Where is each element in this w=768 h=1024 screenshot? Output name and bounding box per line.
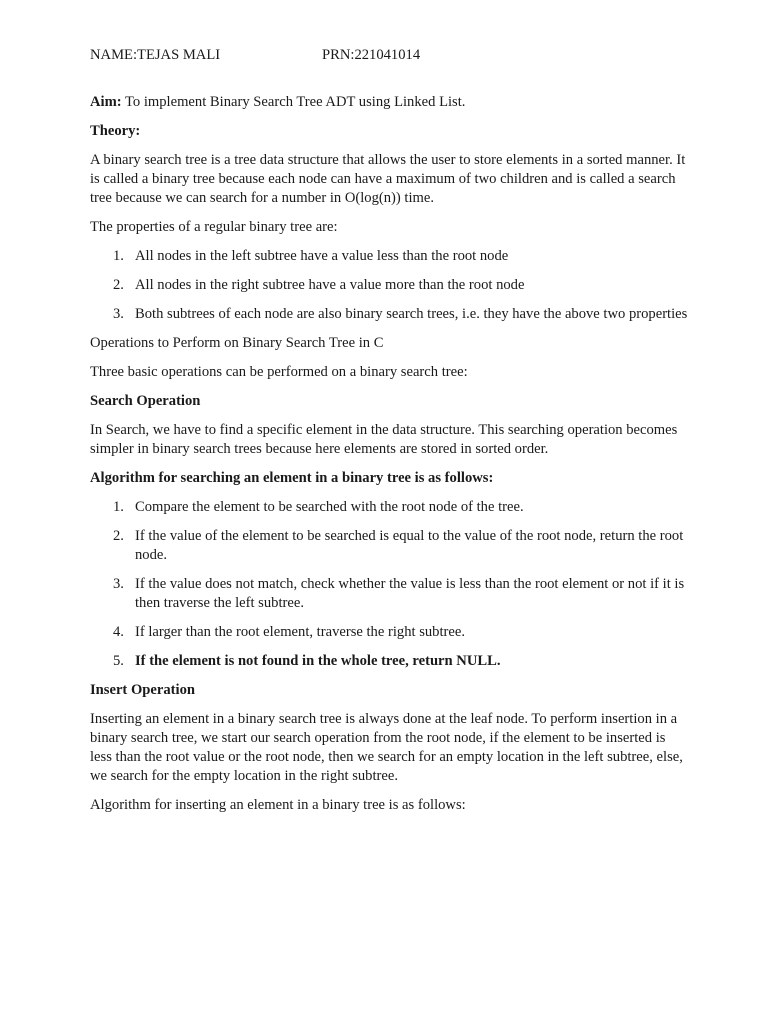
list-item <box>90 247 690 266</box>
list-item-number: 5. <box>113 653 124 669</box>
insert-algo-line: Algorithm for inserting an element in a binary tree is as follows: <box>90 797 466 813</box>
list-item-text: All nodes in the left subtree have a value less than the root node <box>135 248 509 264</box>
search-heading: Search Operation <box>90 393 201 409</box>
search-algo-heading: Algorithm for searching an element in a binary tree is as follows: <box>90 470 494 486</box>
list-item-number: 3. <box>113 306 124 322</box>
properties-list <box>90 247 690 324</box>
list-item <box>90 527 690 565</box>
aim-label: Aim: <box>90 94 122 110</box>
basic-ops-line: Three basic operations can be performed on a binary search tree: <box>90 364 468 380</box>
list-item <box>90 498 690 517</box>
student-name: NAME:TEJAS MALI <box>90 47 221 63</box>
list-item <box>90 276 690 295</box>
list-item-text: If larger than the root element, traverse the right subtree. <box>135 624 465 640</box>
list-item-number: 2. <box>113 277 124 293</box>
theory-heading: Theory: <box>90 123 141 139</box>
search-steps-list <box>90 498 690 671</box>
properties-intro: The properties of a regular binary tree are: <box>90 219 338 235</box>
list-item-text: If the value of the element to be searched is equal to the value of the root node, return the root node. <box>135 528 684 563</box>
list-item <box>90 575 690 613</box>
list-item-number: 1. <box>113 248 124 264</box>
list-item <box>90 623 690 642</box>
list-item <box>90 652 690 671</box>
document-body <box>90 46 690 825</box>
intro-paragraph: A binary search tree is a tree data structure that allows the user to store elements in a sorted manner. It is called a binary tree because each node can have a maximum of two children and is called a search tree because we can search for a number in O(log(n)) time. <box>90 152 686 206</box>
search-paragraph: In Search, we have to find a specific element in the data structure. This searching operation becomes simpler in binary search trees because here elements are stored in sorted order. <box>90 422 678 457</box>
list-item-number: 2. <box>113 528 124 544</box>
aim-text: To implement Binary Search Tree ADT using Linked List. <box>121 94 466 110</box>
list-item-text: If the value does not match, check whether the value is less than the root element or not if it is then traverse the left subtree. <box>135 576 685 611</box>
insert-paragraph: Inserting an element in a binary search tree is always done at the leaf node. To perform insertion in a binary search tree, we start our search operation from the root node, if the element to be inserted is less than the root value or the root node, then we search for an empty location in the left subtree, else, we search for the empty location in the right subtree. <box>90 711 683 784</box>
insert-heading: Insert Operation <box>90 682 195 698</box>
list-item-number: 3. <box>113 576 124 592</box>
operations-line: Operations to Perform on Binary Search Tree in C <box>90 335 384 351</box>
student-header <box>90 46 690 65</box>
student-prn: PRN:221041014 <box>322 47 421 63</box>
list-item-text: If the element is not found in the whole tree, return NULL. <box>135 653 501 669</box>
list-item-text: Compare the element to be searched with the root node of the tree. <box>135 499 524 515</box>
list-item <box>90 305 690 324</box>
list-item-text: Both subtrees of each node are also binary search trees, i.e. they have the above two properties <box>135 306 688 322</box>
list-item-number: 4. <box>113 624 124 640</box>
list-item-text: All nodes in the right subtree have a value more than the root node <box>135 277 525 293</box>
aim-line <box>90 93 690 112</box>
list-item-number: 1. <box>113 499 124 515</box>
